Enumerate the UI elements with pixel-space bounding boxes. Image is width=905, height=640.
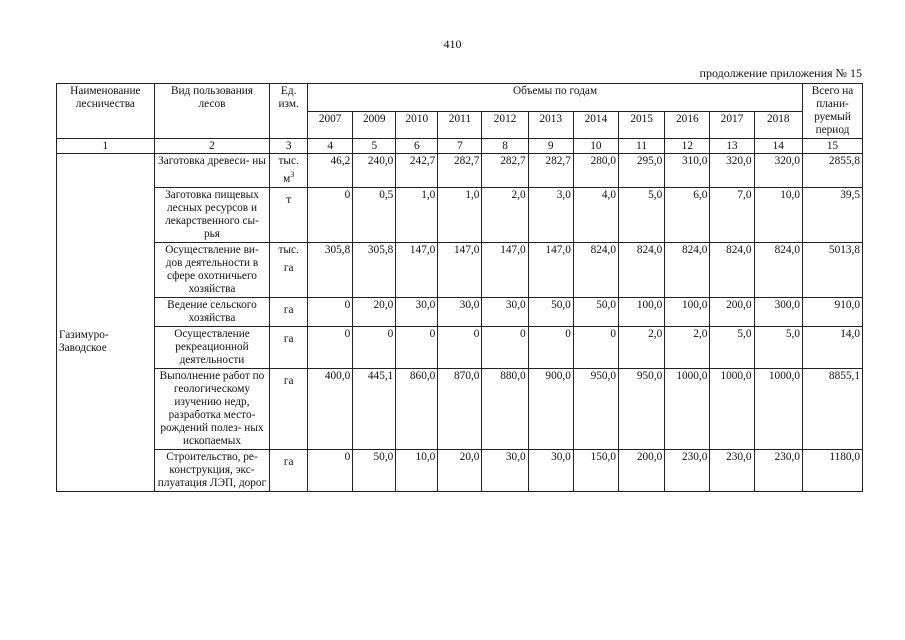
value-cell: 0,5 xyxy=(353,187,396,242)
column-number: 4 xyxy=(308,139,353,154)
value-cell: 5,0 xyxy=(754,326,802,368)
value-cell: 30,0 xyxy=(396,297,438,326)
value-cell: 400,0 xyxy=(308,368,353,449)
value-cell: 50,0 xyxy=(573,297,618,326)
column-number-row xyxy=(57,139,863,154)
header-use-type: Вид пользования лесов xyxy=(154,84,270,139)
column-number: 2 xyxy=(154,139,270,154)
value-cell: 4,0 xyxy=(573,187,618,242)
value-cell: 1000,0 xyxy=(665,368,710,449)
total-cell: 14,0 xyxy=(802,326,862,368)
use-type-cell: Выполнение работ по геологическому изучению недр, разработка место- рождений полез- ных ископаемых xyxy=(154,368,270,449)
value-cell: 7,0 xyxy=(710,187,754,242)
value-cell: 147,0 xyxy=(438,242,482,297)
year-header: 2010 xyxy=(396,111,438,139)
value-cell: 10,0 xyxy=(754,187,802,242)
value-cell: 2,0 xyxy=(665,326,710,368)
unit-text: тыс. га xyxy=(278,243,299,274)
value-cell: 230,0 xyxy=(710,449,754,491)
value-cell: 880,0 xyxy=(482,368,528,449)
year-header: 2009 xyxy=(353,111,396,139)
value-cell: 282,7 xyxy=(438,154,482,188)
value-cell: 0 xyxy=(353,326,396,368)
value-cell: 950,0 xyxy=(619,368,665,449)
unit-cell xyxy=(270,154,308,188)
value-cell: 100,0 xyxy=(619,297,665,326)
forestry-name: Газимуро- Заводское xyxy=(57,154,155,492)
table-row xyxy=(57,449,863,491)
unit-cell xyxy=(270,449,308,491)
table-row xyxy=(57,368,863,449)
continuation-note: продолжение приложения № 15 xyxy=(699,66,862,80)
year-header: 2016 xyxy=(665,111,710,139)
value-cell: 240,0 xyxy=(353,154,396,188)
unit-superscript: 3 xyxy=(290,170,295,179)
header-total: Всего на плани- руемый период xyxy=(802,84,862,139)
column-number: 10 xyxy=(573,139,618,154)
year-header: 2011 xyxy=(438,111,482,139)
use-type-cell: Заготовка древеси- ны xyxy=(154,154,270,188)
table-row xyxy=(57,297,863,326)
value-cell: 300,0 xyxy=(754,297,802,326)
header-unit: Ед. изм. xyxy=(270,84,308,139)
total-cell: 910,0 xyxy=(802,297,862,326)
value-cell: 824,0 xyxy=(710,242,754,297)
value-cell: 5,0 xyxy=(619,187,665,242)
year-header: 2014 xyxy=(573,111,618,139)
total-cell: 2855,8 xyxy=(802,154,862,188)
value-cell: 0 xyxy=(396,326,438,368)
year-header: 2013 xyxy=(528,111,573,139)
year-header: 2012 xyxy=(482,111,528,139)
value-cell: 1,0 xyxy=(438,187,482,242)
value-cell: 242,7 xyxy=(396,154,438,188)
use-type-cell: Заготовка пищевых лесных ресурсов и лекарственного сы- рья xyxy=(154,187,270,242)
value-cell: 20,0 xyxy=(353,297,396,326)
use-type-cell: Осуществление ви- дов деятельности в сфере охотничьего хозяйства xyxy=(154,242,270,297)
unit-text: тыс. м xyxy=(278,155,299,185)
value-cell: 305,8 xyxy=(308,242,353,297)
total-cell: 8855,1 xyxy=(802,368,862,449)
value-cell: 100,0 xyxy=(665,297,710,326)
column-number: 8 xyxy=(482,139,528,154)
value-cell: 30,0 xyxy=(528,449,573,491)
value-cell: 282,7 xyxy=(528,154,573,188)
volumes-table xyxy=(56,83,863,492)
page-number: 410 xyxy=(443,37,462,51)
value-cell: 0 xyxy=(573,326,618,368)
value-cell: 824,0 xyxy=(573,242,618,297)
total-cell: 39,5 xyxy=(802,187,862,242)
value-cell: 0 xyxy=(308,326,353,368)
value-cell: 320,0 xyxy=(754,154,802,188)
unit-text: т xyxy=(286,193,292,206)
value-cell: 860,0 xyxy=(396,368,438,449)
header-volumes: Объемы по годам xyxy=(308,84,803,112)
year-header: 2015 xyxy=(619,111,665,139)
column-number: 15 xyxy=(802,139,862,154)
value-cell: 147,0 xyxy=(528,242,573,297)
table-row xyxy=(57,154,863,188)
value-cell: 150,0 xyxy=(573,449,618,491)
value-cell: 2,0 xyxy=(619,326,665,368)
column-number: 5 xyxy=(353,139,396,154)
column-number: 3 xyxy=(270,139,308,154)
unit-cell xyxy=(270,368,308,449)
year-header: 2007 xyxy=(308,111,353,139)
value-cell: 900,0 xyxy=(528,368,573,449)
value-cell: 30,0 xyxy=(438,297,482,326)
unit-text: га xyxy=(283,374,294,387)
table-row xyxy=(57,242,863,297)
year-header: 2017 xyxy=(710,111,754,139)
value-cell: 147,0 xyxy=(396,242,438,297)
year-header: 2018 xyxy=(754,111,802,139)
value-cell: 0 xyxy=(528,326,573,368)
table-row xyxy=(57,187,863,242)
column-number: 13 xyxy=(710,139,754,154)
value-cell: 230,0 xyxy=(754,449,802,491)
unit-cell xyxy=(270,326,308,368)
unit-text: га xyxy=(283,332,294,345)
value-cell: 295,0 xyxy=(619,154,665,188)
unit-text: га xyxy=(283,455,294,468)
value-cell: 230,0 xyxy=(665,449,710,491)
use-type-cell: Строительство, ре- конструкция, экс- плуатация ЛЭП, дорог xyxy=(154,449,270,491)
value-cell: 0 xyxy=(438,326,482,368)
value-cell: 320,0 xyxy=(710,154,754,188)
header-forestry: Наименование лесничества xyxy=(57,84,155,139)
column-number: 9 xyxy=(528,139,573,154)
column-number: 12 xyxy=(665,139,710,154)
value-cell: 305,8 xyxy=(353,242,396,297)
value-cell: 950,0 xyxy=(573,368,618,449)
value-cell: 20,0 xyxy=(438,449,482,491)
value-cell: 824,0 xyxy=(754,242,802,297)
total-cell: 5013,8 xyxy=(802,242,862,297)
value-cell: 0 xyxy=(482,326,528,368)
column-number: 6 xyxy=(396,139,438,154)
unit-text: га xyxy=(283,303,294,316)
table-row xyxy=(57,326,863,368)
value-cell: 282,7 xyxy=(482,154,528,188)
column-number: 14 xyxy=(754,139,802,154)
value-cell: 824,0 xyxy=(665,242,710,297)
value-cell: 200,0 xyxy=(710,297,754,326)
value-cell: 6,0 xyxy=(665,187,710,242)
value-cell: 50,0 xyxy=(528,297,573,326)
value-cell: 1000,0 xyxy=(710,368,754,449)
value-cell: 1000,0 xyxy=(754,368,802,449)
value-cell: 280,0 xyxy=(573,154,618,188)
value-cell: 200,0 xyxy=(619,449,665,491)
value-cell: 50,0 xyxy=(353,449,396,491)
unit-cell xyxy=(270,297,308,326)
value-cell: 5,0 xyxy=(710,326,754,368)
value-cell: 147,0 xyxy=(482,242,528,297)
use-type-cell: Осуществление рекреационной деятельности xyxy=(154,326,270,368)
value-cell: 30,0 xyxy=(482,297,528,326)
value-cell: 445,1 xyxy=(353,368,396,449)
value-cell: 3,0 xyxy=(528,187,573,242)
column-number: 11 xyxy=(619,139,665,154)
value-cell: 0 xyxy=(308,297,353,326)
value-cell: 0 xyxy=(308,187,353,242)
use-type-cell: Ведение сельского хозяйства xyxy=(154,297,270,326)
total-cell: 1180,0 xyxy=(802,449,862,491)
value-cell: 2,0 xyxy=(482,187,528,242)
unit-cell xyxy=(270,187,308,242)
value-cell: 46,2 xyxy=(308,154,353,188)
value-cell: 824,0 xyxy=(619,242,665,297)
value-cell: 870,0 xyxy=(438,368,482,449)
value-cell: 1,0 xyxy=(396,187,438,242)
value-cell: 10,0 xyxy=(396,449,438,491)
column-number: 7 xyxy=(438,139,482,154)
value-cell: 310,0 xyxy=(665,154,710,188)
value-cell: 0 xyxy=(308,449,353,491)
table-body xyxy=(57,154,863,492)
column-number: 1 xyxy=(57,139,155,154)
unit-cell xyxy=(270,242,308,297)
value-cell: 30,0 xyxy=(482,449,528,491)
